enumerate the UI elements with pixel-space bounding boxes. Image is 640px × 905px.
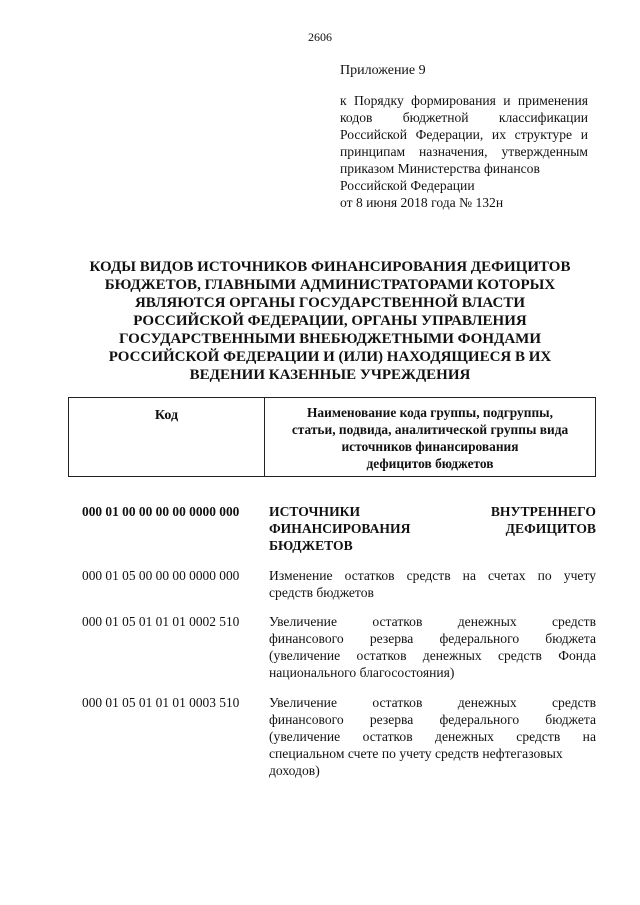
- title-line: РОССИЙСКОЙ ФЕДЕРАЦИИ, ОРГАНЫ УПРАВЛЕНИЯ: [133, 313, 527, 329]
- table-row: [82, 613, 602, 681]
- table-row: [82, 694, 602, 779]
- appendix-title: Приложение 9: [340, 63, 426, 78]
- appendix-line: от 8 июня 2018 года № 132н: [340, 195, 504, 210]
- row-name-line: Увеличение остатков денежных средств: [269, 695, 596, 710]
- header-name: [265, 398, 595, 476]
- row-name-line: ИСТОЧНИКИ ВНУТРЕННЕГО: [269, 504, 596, 519]
- appendix-line: к Порядку формирования и применения: [340, 93, 588, 108]
- appendix-line: принципам назначения, утвержденным: [340, 144, 588, 159]
- row-name-line: (увеличение остатков денежных средств Фонда: [269, 648, 596, 663]
- header-name-line: статьи, подвида, аналитической группы вида: [291, 422, 569, 437]
- appendix-line: Российской Федерации, их структуре и: [340, 127, 588, 142]
- table-row: [82, 567, 602, 601]
- appendix-reference: [340, 92, 588, 211]
- title-line: ЯВЛЯЮТСЯ ОРГАНЫ ГОСУДАРСТВЕННОЙ ВЛАСТИ: [134, 295, 526, 311]
- title-line: КОДЫ ВИДОВ ИСТОЧНИКОВ ФИНАНСИРОВАНИЯ ДЕФИЦИТОВ: [89, 259, 571, 275]
- row-name-line: финансового резерва федерального бюджета: [269, 631, 596, 646]
- appendix-line: приказом Министерства финансов: [340, 161, 540, 176]
- header-code: Код: [69, 398, 265, 476]
- table-row: [82, 503, 602, 554]
- header-name-line: источников финансирования: [341, 439, 519, 454]
- title-line: ГОСУДАРСТВЕННЫМИ ВНЕБЮДЖЕТНЫМИ ФОНДАМИ: [119, 331, 541, 347]
- row-code: 000 01 05 01 01 01 0002 510: [82, 614, 240, 629]
- row-name-line: средств бюджетов: [269, 585, 374, 600]
- row-name-line: доходов): [269, 763, 320, 778]
- row-name-line: ФИНАНСИРОВАНИЯ ДЕФИЦИТОВ: [269, 521, 596, 536]
- row-code: 000 01 00 00 00 00 0000 000: [82, 504, 240, 519]
- title-line: БЮДЖЕТОВ, ГЛАВНЫМИ АДМИНИСТРАТОРАМИ КОТОРЫХ: [104, 277, 556, 293]
- row-name-line: Изменение остатков средств на счетах по учету: [269, 568, 596, 583]
- title-line: ВЕДЕНИИ КАЗЕННЫЕ УЧРЕЖДЕНИЯ: [189, 367, 471, 383]
- row-name: [269, 694, 596, 779]
- row-name-line: финансового резерва федерального бюджета: [269, 712, 596, 727]
- row-name: [269, 503, 596, 554]
- row-name: [269, 567, 596, 601]
- header-name-line: Наименование кода группы, подгруппы,: [307, 405, 553, 420]
- row-name-line: национального благосостояния): [269, 665, 455, 680]
- document-title: [70, 258, 590, 384]
- row-code: 000 01 05 00 00 00 0000 000: [82, 568, 240, 583]
- row-name-line: БЮДЖЕТОВ: [269, 538, 353, 553]
- row-code: 000 01 05 01 01 01 0003 510: [82, 695, 240, 710]
- title-line: РОССИЙСКОЙ ФЕДЕРАЦИИ И (ИЛИ) НАХОДЯЩИЕСЯ В ИХ: [108, 349, 552, 365]
- appendix-line: кодов бюджетной классификации: [340, 110, 588, 125]
- row-name-line: специальном счете по учету средств нефтегазовых: [269, 746, 563, 761]
- row-name: [269, 613, 596, 681]
- row-name-line: (увеличение остатков денежных средств на: [269, 729, 596, 744]
- appendix-line: Российской Федерации: [340, 178, 475, 193]
- header-name-line: дефицитов бюджетов: [366, 456, 494, 471]
- table-header: [68, 397, 596, 477]
- page-number: 2606: [308, 30, 332, 44]
- row-name-line: Увеличение остатков денежных средств: [269, 614, 596, 629]
